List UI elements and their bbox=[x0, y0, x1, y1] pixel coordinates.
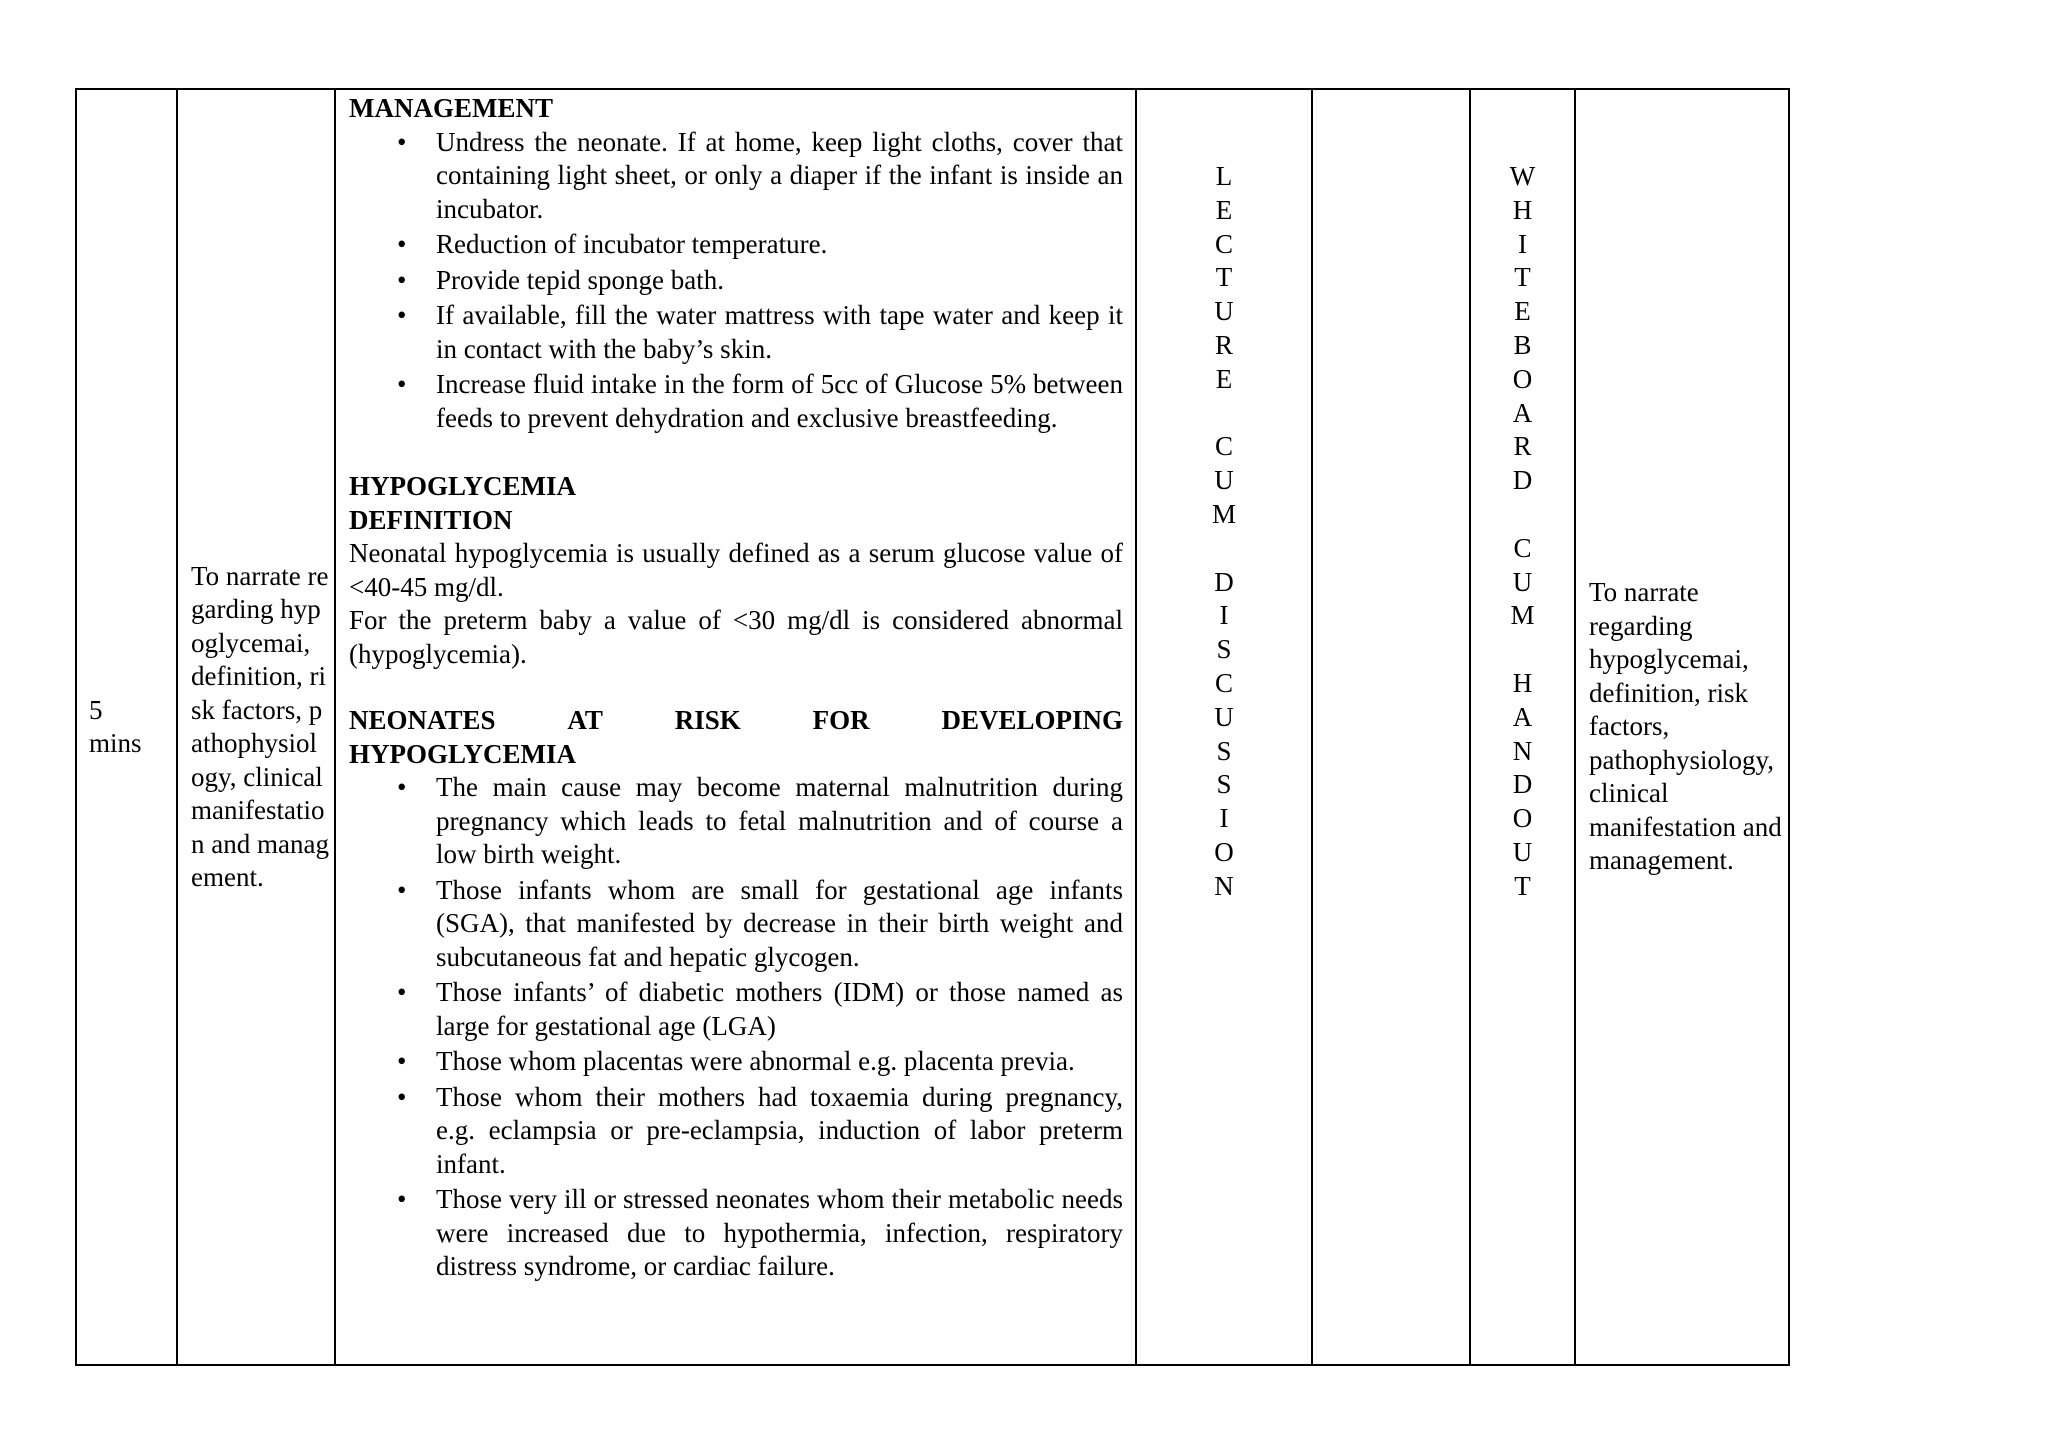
definition-paragraph: Neonatal hypoglycemia is usually defined as a serum glucose value of <40-45 mg/dl. bbox=[349, 538, 1123, 602]
management-list bbox=[349, 126, 1123, 436]
list-item-text: Provide tepid sponge bath. bbox=[436, 264, 724, 295]
time-text: 5 mins bbox=[89, 694, 142, 758]
evaluation-cell bbox=[1575, 89, 1789, 1365]
list-item-text: Those infants’ of diabetic mothers (IDM) or those named as large for gestational age (LGA) bbox=[436, 977, 1123, 1041]
list-item-text: Reduction of incubator temperature. bbox=[436, 229, 828, 259]
list-item-text: Increase fluid intake in the form of 5cc of Glucose 5% between feeds to prevent dehydration and exclusive breastfeeding. bbox=[436, 369, 1123, 433]
bullet-icon: • bbox=[397, 264, 407, 295]
bullet-icon: • bbox=[397, 1081, 407, 1112]
teaching-method-text: L E C T U R E C U M D I S C U S S I O N bbox=[1211, 161, 1236, 901]
time-cell bbox=[76, 89, 177, 1365]
risk-heading-word: FOR bbox=[812, 705, 870, 735]
list-item bbox=[349, 771, 1123, 872]
list-item bbox=[349, 299, 1123, 366]
list-item bbox=[349, 1183, 1123, 1284]
list-item-text: Undress the neonate. If at home, keep light cloths, cover that containing light sheet, or only a diaper if the infant is inside an incubator. bbox=[436, 126, 1123, 224]
risk-heading-line2: HYPOGLYCEMIA bbox=[349, 738, 577, 769]
list-item bbox=[349, 874, 1123, 975]
list-item bbox=[349, 368, 1123, 435]
table-row bbox=[76, 89, 1789, 1365]
objective-cell bbox=[177, 89, 335, 1365]
content-body bbox=[336, 90, 1135, 1284]
bullet-icon: • bbox=[397, 977, 407, 1007]
risk-heading-word: NEONATES bbox=[349, 705, 496, 735]
bullet-icon: • bbox=[397, 1184, 407, 1214]
list-item-text: Those whom placentas were abnormal e.g. placenta previa. bbox=[436, 1046, 1075, 1076]
management-heading: MANAGEMENT bbox=[349, 93, 553, 123]
bullet-icon: • bbox=[397, 874, 407, 905]
bullet-icon: • bbox=[397, 369, 407, 399]
content-cell bbox=[335, 89, 1136, 1365]
empty-cell bbox=[1312, 89, 1470, 1365]
list-item bbox=[349, 976, 1123, 1043]
list-item-text: Those very ill or stressed neonates whom their metabolic needs were increased due to hypothermia, infection, respiratory distress syndrome, or cardiac failure. bbox=[436, 1184, 1123, 1281]
hypoglycemia-heading: HYPOGLYCEMIA bbox=[349, 471, 577, 501]
list-item bbox=[349, 264, 1123, 298]
objective-text: To narrate regarding hypoglycemai, definition, risk factors, pathophysiology, clinical manifestation and management. bbox=[191, 560, 329, 892]
risk-heading-word: AT bbox=[567, 705, 603, 735]
list-item-text: Those infants whom are small for gestational age infants (SGA), that manifested by decrease in their birth weight and subcutaneous fat and hepatic glycogen. bbox=[436, 874, 1123, 972]
evaluation-text: To narrate regarding hypoglycemai, definition, risk factors, pathophysiology, clinical manifestation and management. bbox=[1589, 577, 1782, 876]
bullet-icon: • bbox=[397, 300, 407, 330]
list-item bbox=[349, 1081, 1123, 1182]
lesson-plan-table bbox=[75, 88, 1790, 1366]
risk-heading bbox=[349, 704, 1123, 738]
list-item bbox=[349, 228, 1123, 262]
risk-factor-list bbox=[349, 771, 1123, 1284]
bullet-icon: • bbox=[397, 772, 407, 802]
av-aids-cell bbox=[1470, 89, 1575, 1365]
list-item-text: The main cause may become maternal malnutrition during pregnancy which leads to fetal malnutrition and of course a low birth weight. bbox=[436, 772, 1123, 869]
teaching-method-cell bbox=[1136, 89, 1312, 1365]
list-item-text: If available, fill the water mattress with tape water and keep it in contact with the baby’s skin. bbox=[436, 300, 1123, 364]
risk-heading-word: RISK bbox=[674, 705, 741, 735]
definition-heading: DEFINITION bbox=[349, 504, 513, 535]
bullet-icon: • bbox=[397, 126, 407, 157]
bullet-icon: • bbox=[397, 229, 407, 259]
list-item bbox=[349, 126, 1123, 227]
risk-heading-word: DEVELOPING bbox=[941, 705, 1123, 735]
av-aids-text: W H I T E B O A R D C U M H A N D O U T bbox=[1509, 161, 1536, 901]
list-item-text: Those whom their mothers had toxaemia during pregnancy, e.g. eclampsia or pre-eclampsia, induction of labor preterm infant. bbox=[436, 1081, 1123, 1179]
list-item bbox=[349, 1045, 1123, 1079]
bullet-icon: • bbox=[397, 1046, 407, 1076]
definition-paragraph: For the preterm baby a value of <30 mg/dl is considered abnormal (hypoglycemia). bbox=[349, 605, 1123, 669]
